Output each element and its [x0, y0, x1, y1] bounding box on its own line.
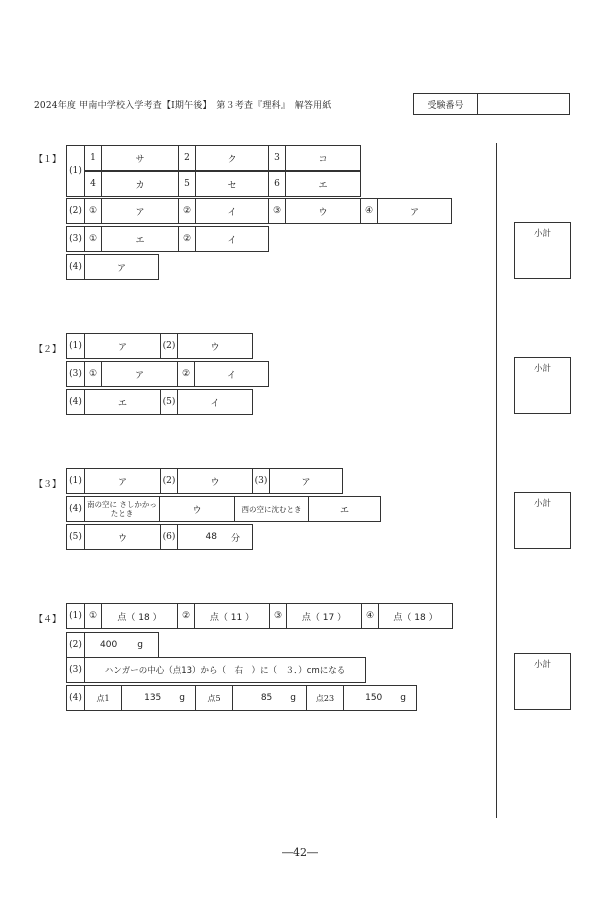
- question-label: (4): [66, 254, 85, 280]
- answer-cell[interactable]: イ: [195, 198, 269, 224]
- question-label: (1): [66, 333, 85, 359]
- s1-q1-label: (1): [66, 145, 85, 197]
- unit-label: g: [179, 693, 185, 703]
- answer-cell[interactable]: ウ: [177, 468, 253, 494]
- item-number: 1: [84, 145, 102, 171]
- question-label: (2): [66, 198, 85, 224]
- question-label: (2): [160, 333, 178, 359]
- section-2-label: 【２】: [34, 345, 62, 355]
- exam-number-label: 受験番号: [414, 94, 478, 114]
- subtotal-box-4[interactable]: [514, 653, 571, 710]
- subtotal-label: 小計: [533, 229, 551, 239]
- unit-label: g: [290, 693, 296, 703]
- answer-cell[interactable]: ア: [377, 198, 452, 224]
- question-label: (6): [160, 524, 178, 550]
- question-label: (2): [160, 468, 178, 494]
- question-label: (3): [66, 657, 85, 683]
- answer-cell[interactable]: ハンガーの中心（点13）から（ 右 ）に（ ３．）cmになる: [84, 657, 366, 683]
- question-label: (5): [160, 389, 178, 415]
- question-label: (3): [66, 226, 85, 252]
- question-label: (4): [66, 389, 85, 415]
- unit-label: 分: [230, 533, 240, 544]
- subtotal-label: 小計: [533, 364, 551, 374]
- item-number: ④: [361, 603, 379, 629]
- section-3-label: 【３】: [34, 480, 62, 490]
- point-label: 点1: [84, 685, 122, 711]
- answer-cell[interactable]: ア: [269, 468, 343, 494]
- subtotal-label: 小計: [533, 499, 551, 509]
- answer-cell[interactable]: ア: [84, 468, 161, 494]
- question-label: (4): [66, 685, 85, 711]
- south-sky-label: 南の空に さしかかったとき: [84, 496, 160, 522]
- answer-cell[interactable]: 点（ 11 ）: [194, 603, 270, 629]
- item-number: 3: [268, 145, 286, 171]
- answer-cell[interactable]: イ: [194, 361, 269, 387]
- s1-q2-row: [66, 198, 452, 224]
- s1-q4-row: [66, 254, 159, 280]
- answer-cell[interactable]: ア: [101, 361, 178, 387]
- s3-row2: [66, 496, 381, 522]
- answer-cell[interactable]: イ: [195, 226, 269, 252]
- west-sky-label: 西の空に沈むとき: [234, 496, 309, 522]
- item-number: ②: [178, 226, 196, 252]
- s2-row2: [66, 361, 269, 387]
- s2-row1: [66, 333, 253, 359]
- answer-cell[interactable]: ア: [84, 254, 159, 280]
- answer-value: 150: [365, 693, 383, 703]
- answer-cell[interactable]: セ: [195, 171, 269, 197]
- s3-row1: [66, 468, 343, 494]
- answer-cell-time[interactable]: [177, 524, 253, 550]
- answer-cell[interactable]: 点（ 18 ）: [378, 603, 453, 629]
- answer-cell[interactable]: コ: [285, 145, 361, 171]
- answer-cell[interactable]: ク: [195, 145, 269, 171]
- s1-q1-row1: [84, 145, 361, 171]
- unit-label: g: [137, 640, 143, 650]
- answer-cell-weight[interactable]: [232, 685, 307, 711]
- question-label: (5): [66, 524, 85, 550]
- section-1-label: 【１】: [34, 155, 62, 165]
- answer-cell-weight[interactable]: [84, 632, 159, 658]
- item-number: 6: [268, 171, 286, 197]
- item-number: 4: [84, 171, 102, 197]
- unit-label: g: [400, 693, 406, 703]
- s4-row3: [66, 657, 366, 683]
- answer-cell[interactable]: ウ: [159, 496, 235, 522]
- sheet-title: 2024年度 甲南中学校入学考査【Ⅰ期午後】 第３考査『理科』 解答用紙: [34, 101, 332, 111]
- item-number: ②: [178, 198, 196, 224]
- answer-cell[interactable]: エ: [84, 389, 161, 415]
- item-number: ③: [268, 198, 286, 224]
- margin-divider: [496, 143, 497, 818]
- answer-cell[interactable]: ア: [84, 333, 161, 359]
- answer-value: 135: [144, 693, 162, 703]
- item-number: ①: [84, 198, 102, 224]
- point-label: 点5: [195, 685, 233, 711]
- question-label: (2): [66, 632, 85, 658]
- item-number: ①: [84, 603, 102, 629]
- question-label: (1): [66, 468, 85, 494]
- answer-cell[interactable]: サ: [101, 145, 179, 171]
- item-number: ②: [177, 603, 195, 629]
- s3-row3: [66, 524, 253, 550]
- point-label: 点23: [306, 685, 344, 711]
- subtotal-box-3[interactable]: [514, 492, 571, 549]
- question-label: (3): [66, 361, 85, 387]
- subtotal-box-1[interactable]: [514, 222, 571, 279]
- answer-value: 400: [100, 640, 118, 650]
- item-number: ①: [84, 361, 102, 387]
- answer-cell[interactable]: エ: [308, 496, 381, 522]
- s1-q1-row2: [84, 171, 361, 197]
- item-number: 2: [178, 145, 196, 171]
- item-number: ①: [84, 226, 102, 252]
- answer-cell-weight[interactable]: [121, 685, 196, 711]
- answer-cell[interactable]: エ: [101, 226, 179, 252]
- answer-cell[interactable]: カ: [101, 171, 179, 197]
- answer-cell[interactable]: イ: [177, 389, 253, 415]
- exam-number-box: [413, 93, 570, 115]
- question-label: (3): [252, 468, 270, 494]
- answer-cell[interactable]: エ: [285, 171, 361, 197]
- exam-number-field[interactable]: [478, 94, 569, 114]
- question-label: (1): [66, 603, 85, 629]
- s2-row3: [66, 389, 253, 415]
- item-number: ③: [269, 603, 287, 629]
- answer-value: 48: [205, 532, 217, 542]
- answer-cell[interactable]: 点（ 17 ）: [286, 603, 362, 629]
- answer-cell-weight[interactable]: [343, 685, 417, 711]
- s4-row4: [66, 685, 417, 711]
- answer-cell[interactable]: ウ: [285, 198, 361, 224]
- item-number: ②: [177, 361, 195, 387]
- section-4-label: 【４】: [34, 615, 62, 625]
- answer-cell[interactable]: ウ: [84, 524, 161, 550]
- s4-row2: [66, 632, 159, 658]
- item-number: ④: [360, 198, 378, 224]
- subtotal-box-2[interactable]: [514, 357, 571, 414]
- answer-cell[interactable]: ウ: [177, 333, 253, 359]
- answer-cell[interactable]: 点（ 18 ）: [101, 603, 178, 629]
- question-label: (4): [66, 496, 85, 522]
- subtotal-label: 小計: [533, 660, 551, 670]
- s4-row1: [66, 603, 453, 629]
- page-number: ―42―: [282, 846, 318, 859]
- item-number: 5: [178, 171, 196, 197]
- answer-value: 85: [260, 693, 273, 703]
- answer-cell[interactable]: ア: [101, 198, 179, 224]
- s1-q3-row: [66, 226, 269, 252]
